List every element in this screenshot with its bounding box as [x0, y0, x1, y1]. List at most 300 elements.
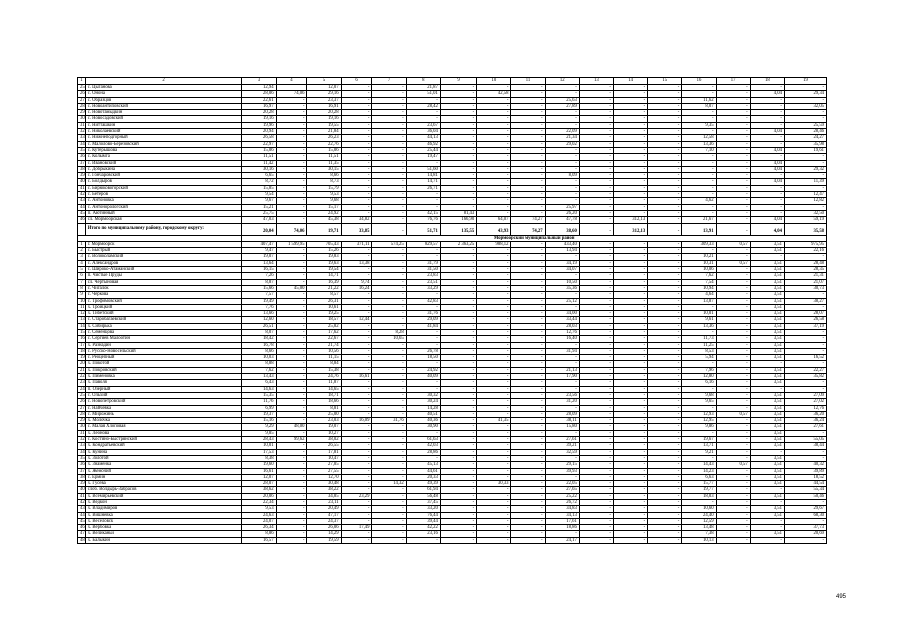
table-cell: 23,51 [406, 279, 440, 285]
table-cell: 37,73 [784, 525, 826, 531]
table-cell: - [372, 110, 406, 116]
table-cell: - [440, 260, 476, 266]
table-cell: - [511, 103, 545, 109]
table-cell: 35 [78, 455, 86, 461]
table-cell: 0,57 [716, 260, 750, 266]
table-cell: 16,57 [242, 537, 276, 543]
table-cell: 14,65 [307, 386, 341, 392]
table-cell: 9,67 [242, 198, 276, 204]
table-cell: 23,03 [307, 418, 341, 424]
table-cell: - [341, 443, 372, 449]
table-cell: 10,47 [307, 455, 341, 461]
table-cell: х. Всемирьевский [85, 493, 242, 499]
table-cell: 3,51 [750, 474, 784, 480]
table-cell: - [613, 518, 647, 524]
table-cell: - [477, 405, 511, 411]
table-cell: - [276, 374, 307, 380]
table-cell: - [613, 424, 647, 430]
table-cell: - [545, 91, 579, 97]
page-number: 495 [836, 594, 847, 600]
table-cell: - [440, 285, 476, 291]
table-cell: п. Озерный [85, 386, 242, 392]
table-cell: 9,68 [307, 198, 341, 204]
table-cell: 76,76 [406, 217, 440, 223]
table-cell: - [440, 248, 476, 254]
table-cell: 26,78 [406, 348, 440, 354]
table-cell: - [579, 273, 613, 279]
table-cell: - [511, 537, 545, 543]
table-cell: - [716, 154, 750, 160]
table-cell: - [276, 317, 307, 323]
table-cell: - [613, 154, 647, 160]
table-cell: - [648, 103, 682, 109]
table-cell: - [784, 342, 826, 348]
table-cell: 10,13 [682, 537, 716, 543]
table-cell: - [613, 179, 647, 185]
table-cell: - [276, 355, 307, 361]
table-cell: 44,61 [406, 468, 440, 474]
table-cell: - [477, 273, 511, 279]
table-cell: - [648, 342, 682, 348]
table-cell: 3,51 [750, 424, 784, 430]
table-cell: - [341, 97, 372, 103]
table-cell: 12,44 [341, 317, 372, 323]
table-cell: 55,34 [784, 487, 826, 493]
table-cell: 34,13 [545, 512, 579, 518]
table-cell: х. Покровский [85, 367, 242, 373]
table-cell: - [511, 405, 545, 411]
table-cell: - [440, 267, 476, 273]
table-cell: - [682, 85, 716, 91]
table-cell: 34,07 [545, 267, 579, 273]
table-cell: - [511, 285, 545, 291]
table-cell: 31,76 [406, 311, 440, 317]
table-cell: - [648, 298, 682, 304]
table-cell: 10,27 [307, 430, 341, 436]
table-cell: 35,36 [545, 285, 579, 291]
table-cell: 14,28 [406, 405, 440, 411]
table-cell: 18 [78, 348, 86, 354]
table-cell: - [545, 430, 579, 436]
table-cell: 22 [78, 374, 86, 380]
table-cell: 19,54 [307, 267, 341, 273]
table-cell: 10,56 [307, 348, 341, 354]
table-cell: - [372, 292, 406, 298]
table-cell: - [477, 437, 511, 443]
table-cell: - [440, 493, 476, 499]
table-cell: 25 [78, 392, 86, 398]
table-cell: - [341, 361, 372, 367]
table-cell: - [341, 323, 372, 329]
table-cell: 30 [78, 424, 86, 430]
table-cell: - [648, 424, 682, 430]
table-cell: 27,61 [545, 437, 579, 443]
table-cell: - [477, 97, 511, 103]
table-cell: - [716, 342, 750, 348]
table-cell: - [613, 537, 647, 543]
table-cell: - [579, 380, 613, 386]
table-cell: - [682, 110, 716, 116]
table-cell: 30,32 [406, 392, 440, 398]
table-cell: 30,33 [477, 481, 511, 487]
table-cell: - [579, 411, 613, 417]
table-cell: - [341, 154, 372, 160]
table-cell: - [716, 386, 750, 392]
table-cell: 13,38 [341, 260, 372, 266]
table-cell: - [341, 166, 372, 172]
table-cell: 16,97 [242, 103, 276, 109]
table-cell: - [511, 392, 545, 398]
table-cell: - [511, 342, 545, 348]
table-cell: - [716, 122, 750, 128]
table-cell: - [477, 430, 511, 436]
table-cell: 19,71 [307, 223, 341, 235]
table-cell: - [341, 430, 372, 436]
table-cell: - [511, 85, 545, 91]
table-cell: 3,51 [750, 260, 784, 266]
table-cell: - [440, 147, 476, 153]
table-cell: 6,65 [242, 173, 276, 179]
table-cell: - [440, 154, 476, 160]
table-cell: 35 [78, 147, 86, 153]
table-cell: - [511, 166, 545, 172]
column-number: 2 [85, 78, 242, 85]
table-cell: - [545, 116, 579, 122]
table-cell: - [440, 198, 476, 204]
table-cell: - [440, 487, 476, 493]
table-cell: - [440, 512, 476, 518]
table-cell: - [477, 380, 511, 386]
table-cell: с. Бетеров [85, 192, 242, 198]
table-cell: 26,31 [307, 298, 341, 304]
table-cell: 12,76 [545, 329, 579, 335]
table-cell: - [372, 254, 406, 260]
table-cell: - [440, 399, 476, 405]
table-cell: - [372, 455, 406, 461]
table-cell: - [511, 147, 545, 153]
table-cell: - [276, 210, 307, 216]
table-cell: - [579, 248, 613, 254]
table-cell: - [579, 204, 613, 210]
table-cell: 28,42 [406, 103, 440, 109]
table-cell: 51,60 [406, 166, 440, 172]
table-cell: - [648, 285, 682, 291]
table-cell: - [784, 304, 826, 310]
table-cell: 19,07 [242, 254, 276, 260]
table-cell: - [440, 506, 476, 512]
table-cell: - [372, 260, 406, 266]
table-cell: - [372, 342, 406, 348]
table-cell: - [545, 342, 579, 348]
table-cell: - [276, 361, 307, 367]
table-cell: 13,36 [682, 141, 716, 147]
table-cell: - [341, 298, 372, 304]
table-cell: 10 [78, 298, 86, 304]
table-cell: - [716, 317, 750, 323]
table-cell: - [372, 85, 406, 91]
table-cell: - [511, 411, 545, 417]
table-cell: - [579, 241, 613, 247]
table-cell: - [716, 392, 750, 398]
table-cell: 30,48 [307, 481, 341, 487]
table-cell: - [341, 198, 372, 204]
table-cell: 12 [78, 311, 86, 317]
table-cell: - [682, 192, 716, 198]
table-cell: - [341, 129, 372, 135]
table-cell: 11,76 [242, 399, 276, 405]
table-cell: - [511, 279, 545, 285]
table-cell: 8,84 [307, 361, 341, 367]
table-cell: - [511, 355, 545, 361]
table-cell: с. Ивановский [85, 160, 242, 166]
table-cell: 38,62 [242, 487, 276, 493]
table-cell: - [579, 298, 613, 304]
table-cell: 18,66 [307, 399, 341, 405]
table-cell: 23,11 [307, 500, 341, 506]
table-cell: - [682, 160, 716, 166]
table-cell: - [440, 418, 476, 424]
table-cell: - [341, 210, 372, 216]
table-cell: 24,76 [307, 374, 341, 380]
table-cell: - [648, 173, 682, 179]
table-cell: 26,58 [242, 135, 276, 141]
table-cell: - [511, 462, 545, 468]
table-cell: - [511, 260, 545, 266]
table-cell: - [716, 537, 750, 543]
table-cell: 19,37 [242, 411, 276, 417]
table-cell: - [440, 192, 476, 198]
table-cell: 44,54 [784, 481, 826, 487]
table-cell: - [613, 285, 647, 291]
table-cell: 3,51 [750, 443, 784, 449]
table-cell: 27,61 [784, 424, 826, 430]
table-cell: - [613, 342, 647, 348]
table-cell: - [750, 518, 784, 524]
table-cell: - [276, 386, 307, 392]
table-cell: 20,06 [242, 493, 276, 499]
table-cell: - [372, 273, 406, 279]
table-cell: - [511, 154, 545, 160]
table-cell: - [477, 248, 511, 254]
table-cell: - [276, 449, 307, 455]
table-cell: 3,51 [750, 411, 784, 417]
table-cell: 9,65 [682, 399, 716, 405]
table-cell: - [276, 260, 307, 266]
table-cell: - [372, 217, 406, 223]
table-cell: - [372, 386, 406, 392]
table-cell: - [613, 317, 647, 323]
table-cell: 31 [78, 430, 86, 436]
table-cell: - [372, 449, 406, 455]
table-cell: - [716, 329, 750, 335]
table-cell: - [511, 424, 545, 430]
table-cell: 30,24 [406, 399, 440, 405]
table-cell: 37 [78, 468, 86, 474]
table-cell: - [648, 217, 682, 223]
table-cell: - [440, 342, 476, 348]
table-cell: - [372, 248, 406, 254]
table-cell: - [613, 531, 647, 537]
table-cell: - [579, 317, 613, 323]
table-cell: - [579, 462, 613, 468]
table-cell: 24,63 [242, 512, 276, 518]
table-cell: - [511, 487, 545, 493]
table-cell: 9,53 [242, 506, 276, 512]
table-cell: 15,06 [242, 147, 276, 153]
table-cell: 26,58 [784, 317, 826, 323]
table-cell: 46 [78, 217, 86, 223]
table-cell: - [716, 116, 750, 122]
table-cell: - [545, 531, 579, 537]
table-cell: 3,51 [750, 348, 784, 354]
table-cell: - [511, 192, 545, 198]
table-cell: 18,50 [406, 355, 440, 361]
table-cell: - [341, 91, 372, 97]
table-cell: - [716, 103, 750, 109]
table-cell: 19,77 [682, 487, 716, 493]
table-cell: 18,42 [242, 336, 276, 342]
table-cell: 574,25 [372, 241, 406, 247]
table-cell: 16 [78, 336, 86, 342]
table-cell: - [341, 531, 372, 537]
table-cell: - [341, 160, 372, 166]
table-cell: 23,16 [406, 531, 440, 537]
table-cell: 40 [78, 487, 86, 493]
table-cell: - [648, 254, 682, 260]
table-cell: - [341, 386, 372, 392]
table-cell: 29,15 [545, 462, 579, 468]
table-cell: 8,66 [242, 348, 276, 354]
table-cell: 1 599,95 [276, 241, 307, 247]
table-cell: - [276, 380, 307, 386]
table-cell: - [440, 355, 476, 361]
table-cell: - [579, 493, 613, 499]
table-cell: - [477, 267, 511, 273]
table-cell: 4,04 [750, 129, 784, 135]
table-cell: - [579, 468, 613, 474]
table-cell: - [750, 116, 784, 122]
table-cell: - [276, 273, 307, 279]
table-cell: 19,60 [242, 462, 276, 468]
table-cell: 16,91 [307, 103, 341, 109]
table-cell: 15,17 [307, 204, 341, 210]
table-cell: - [440, 323, 476, 329]
table-cell: - [613, 418, 647, 424]
table-cell: - [716, 166, 750, 172]
table-cell: 33,44 [545, 317, 579, 323]
table-cell: 47 [78, 531, 86, 537]
table-cell: - [477, 462, 511, 468]
table-cell: - [784, 116, 826, 122]
table-cell: - [341, 116, 372, 122]
table-cell: 12,59 [682, 518, 716, 524]
table-cell: - [716, 173, 750, 179]
table-cell: 34 [78, 449, 86, 455]
table-cell: - [613, 254, 647, 260]
table-cell: 22,05 [545, 481, 579, 487]
table-cell: - [750, 361, 784, 367]
table-cell: - [579, 110, 613, 116]
table-cell: с. Гончаровский [85, 173, 242, 179]
table-cell: - [477, 361, 511, 367]
column-number: 12 [545, 78, 579, 85]
table-cell: - [648, 129, 682, 135]
table-cell: 24,92 [307, 210, 341, 216]
table-cell: 13,71 [682, 443, 716, 449]
table-cell: - [372, 348, 406, 354]
table-cell: 23,83 [406, 273, 440, 279]
table-cell: - [716, 254, 750, 260]
table-cell: 14,71 [406, 179, 440, 185]
table-cell: - [613, 455, 647, 461]
table-cell: - [648, 267, 682, 273]
table-cell: - [716, 449, 750, 455]
table-cell: 7,38 [682, 531, 716, 537]
table-cell: - [579, 198, 613, 204]
table-cell: - [579, 122, 613, 128]
table-cell: - [276, 292, 307, 298]
table-cell: - [716, 304, 750, 310]
table-cell: - [477, 386, 511, 392]
table-cell: - [716, 160, 750, 166]
table-cell: - [648, 241, 682, 247]
table-cell: - [372, 531, 406, 537]
table-cell: 4,04 [750, 147, 784, 153]
table-cell: - [579, 154, 613, 160]
table-cell: 42,15 [406, 210, 440, 216]
table-cell: 3,51 [750, 430, 784, 436]
table-cell: - [440, 166, 476, 172]
table-cell: 33 [78, 443, 86, 449]
table-cell: - [511, 329, 545, 335]
table-cell: - [579, 292, 613, 298]
table-cell: 38,44 [784, 443, 826, 449]
table-cell: - [545, 185, 579, 191]
table-cell: с. Нижнеподгорный [85, 135, 242, 141]
column-number: 9 [440, 78, 476, 85]
table-cell: - [276, 154, 307, 160]
table-cell: - [372, 512, 406, 518]
table-cell: 22,97 [242, 141, 276, 147]
table-cell: - [545, 154, 579, 160]
table-cell: 19,83 [307, 254, 341, 260]
table-cell: - [579, 418, 613, 424]
table-cell: - [372, 298, 406, 304]
table-cell: - [648, 204, 682, 210]
table-cell: - [477, 160, 511, 166]
table-cell: - [341, 311, 372, 317]
table-cell: 16,61 [341, 374, 372, 380]
table-cell: 19,67 [682, 437, 716, 443]
table-cell: - [276, 430, 307, 436]
table-cell: 15,85 [242, 185, 276, 191]
table-cell: - [477, 531, 511, 537]
table-cell: - [579, 254, 613, 260]
table-cell: 17,53 [242, 449, 276, 455]
table-cell: - [406, 116, 440, 122]
table-cell: - [682, 116, 716, 122]
table-cell: - [341, 380, 372, 386]
table-cell: - [372, 525, 406, 531]
table-cell: - [648, 493, 682, 499]
table-cell: - [341, 449, 372, 455]
table-cell: - [648, 97, 682, 103]
table-cell: 7,57 [242, 292, 276, 298]
table-cell: 12,80 [682, 374, 716, 380]
table-cell: х. Молочка [85, 418, 242, 424]
table-cell: - [477, 166, 511, 172]
table-cell: 32,50 [784, 210, 826, 216]
